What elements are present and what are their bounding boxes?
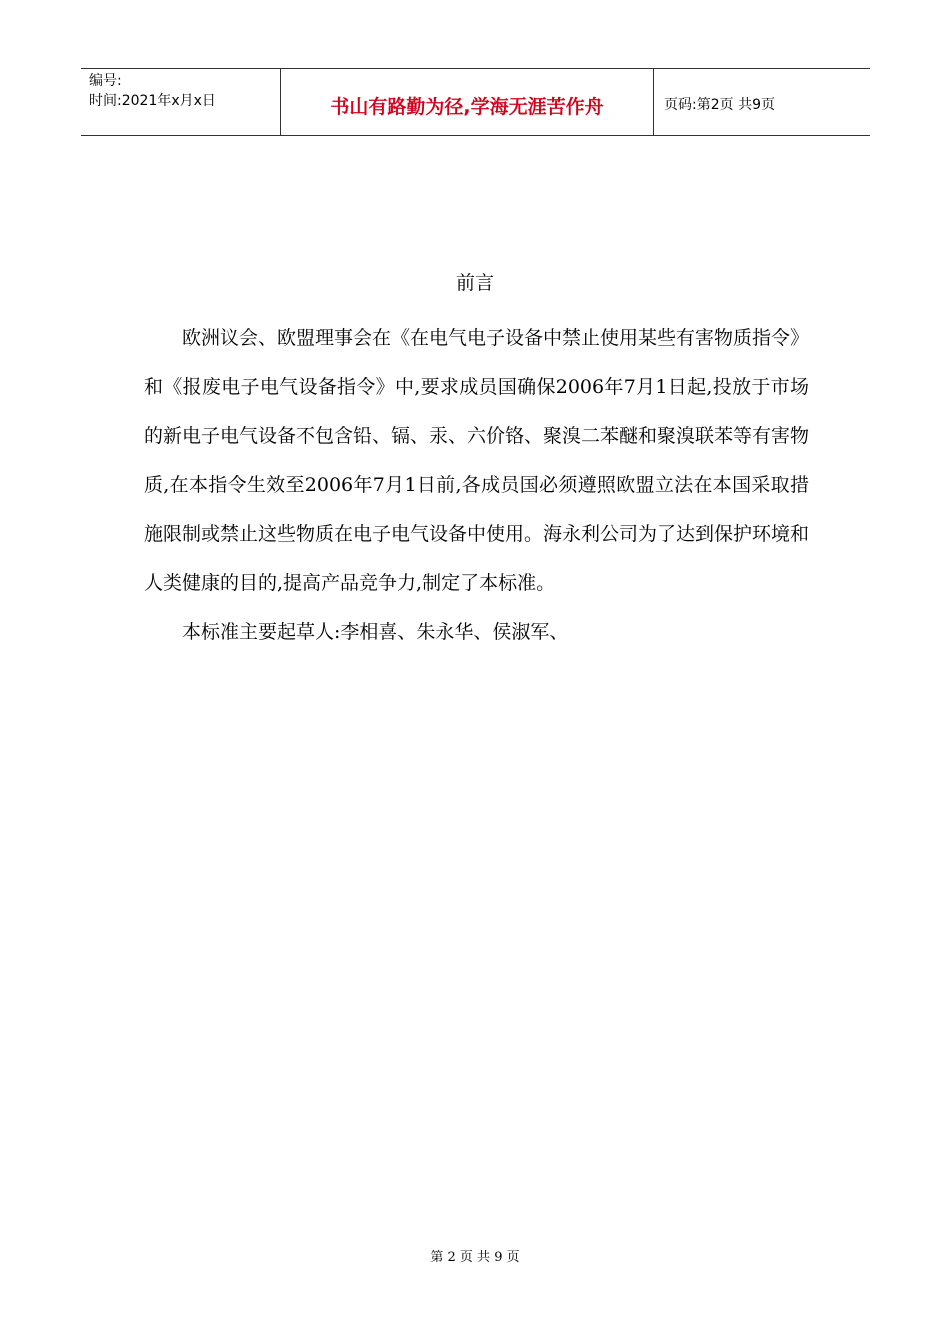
document-body	[144, 314, 809, 657]
time-label: 时间:2021年x月x日	[89, 93, 216, 109]
page-header	[81, 68, 870, 136]
body-paragraph: 欧洲议会、欧盟理事会在《在电气电子设备中禁止使用某些有害物质指令》和《报废电子电气设备指令》中,要求成员国确保2006年7月1日起,投放于市场的新电子电气设备不包含铅、镉、汞、六价铬、聚溴二苯醚和聚溴联苯等有害物质,在本指令生效至2006年7月1日前,各成员国必须遵照欧盟立法在本国采取措施限制或禁止这些物质在电子电气设备中使用。海永利公司为了达到保护环境和人类健康的目的,提高产品竞争力,制定了本标准。	[144, 327, 810, 594]
page-footer: 第 2 页 共 9 页	[430, 1250, 520, 1265]
document-title: 前言	[455, 272, 494, 294]
header-motto: 书山有路勤为径,学海无涯苦作舟	[281, 69, 654, 135]
drafters-paragraph: 本标准主要起草人:李相喜、朱永华、侯淑军、	[182, 621, 569, 643]
header-page-info: 页码:第2页 共9页	[664, 97, 775, 113]
number-label: 编号:	[89, 73, 122, 89]
header-meta	[81, 69, 281, 135]
